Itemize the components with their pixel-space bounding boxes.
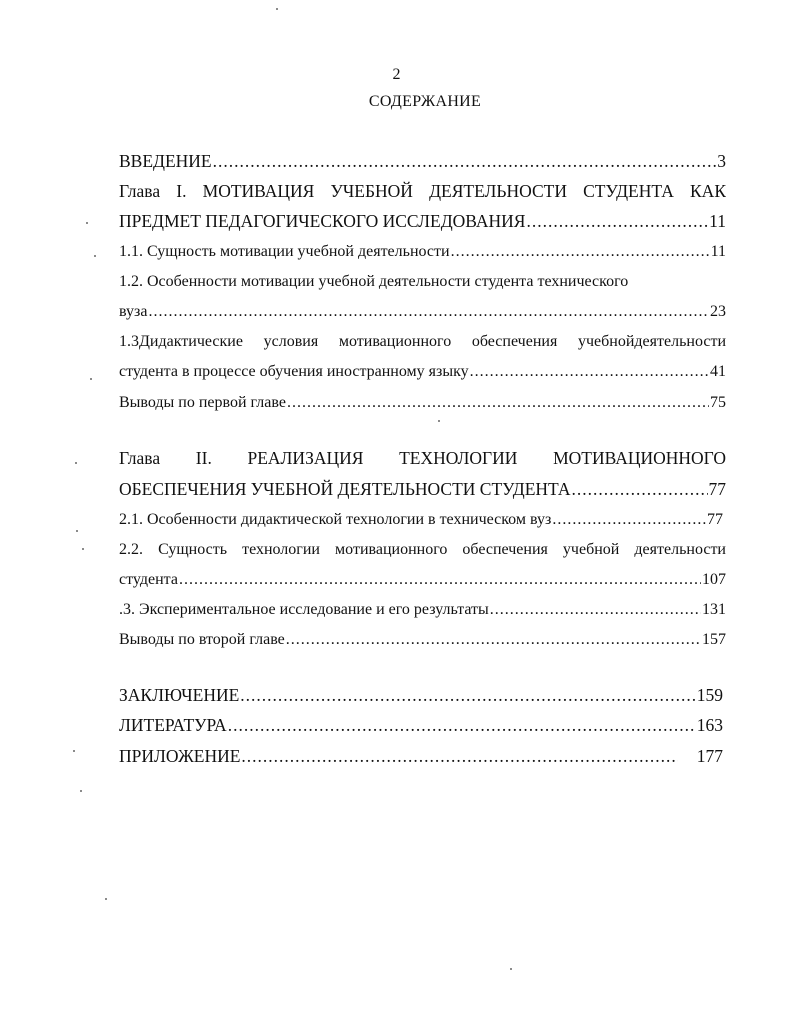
toc-entry-page: 3 [717,151,726,171]
toc-entry-title: студента в процессе обучения иностранному языку [119,363,469,380]
scan-speck [82,548,84,550]
leader-dots [470,361,709,383]
scan-speck [276,8,278,10]
page-number: 2 [392,66,401,83]
leader-dots [148,301,709,323]
scan-speck [510,968,512,970]
toc-entry-title: Выводы по первой главе [119,394,286,411]
toc-entry-page: 11 [710,243,726,260]
leader-dots [490,599,701,621]
toc-entry-page: 107 [702,571,726,588]
leader-dots [179,569,701,591]
scan-speck [105,898,107,900]
toc-entry-title: 1.1. Сущность мотивации учебной деятельности [119,243,450,260]
toc-entry-2-2[interactable] [119,569,726,591]
toc-entry-page: 77 [707,511,723,528]
toc-chapter2-heading[interactable] [119,478,726,500]
scan-speck [86,222,88,224]
toc-entry-page: 157 [702,631,726,648]
toc-entry-chapter2-conclusions[interactable] [119,629,726,651]
toc-chapter1-heading[interactable] [119,210,726,232]
toc-entry-title: студента [119,571,178,588]
leader-dots [286,629,701,651]
toc-entry-title: ЗАКЛЮЧЕНИЕ [119,685,240,705]
toc-entry-appendix[interactable] [119,745,723,767]
scan-speck [90,378,92,380]
toc-entry-title: 2.1. Особенности дидактической технологии в техническом вуз [119,511,552,528]
toc-entry-1-2[interactable] [119,301,726,323]
scan-speck [94,255,96,257]
toc-entry-page: 131 [702,601,726,618]
toc-chapter2-heading-line1[interactable]: Глава II. РЕАЛИЗАЦИЯ ТЕХНОЛОГИИ МОТИВАЦИОННОГО [119,448,726,468]
toc-entry-1-3[interactable] [119,361,726,383]
toc-entry-page: 75 [710,394,726,411]
leader-dots [241,745,677,767]
scan-speck [438,420,440,422]
toc-entry-title: ОБЕСПЕЧЕНИЯ УЧЕБНОЙ ДЕЯТЕЛЬНОСТИ СТУДЕНТА [119,479,571,499]
toc-entry-1-3-line1[interactable]: 1.3Дидактические условия мотивационного обеспечения учебнойдеятельности [119,333,726,350]
toc-entry-page: 11 [709,211,726,231]
toc-entry-title: ЛИТЕРАТУРА [119,715,227,735]
toc-entry-title: ВВЕДЕНИЕ [119,151,212,171]
leader-dots [228,714,696,736]
toc-entry-title: ПРИЛОЖЕНИЕ [119,746,241,766]
toc-entry-page: 77 [708,479,726,499]
toc-entry-1-1[interactable] [119,241,726,263]
toc-entry-title: Выводы по второй главе [119,631,285,648]
toc-entry-title: .3. Экспериментальное исследование и его результаты [119,601,489,618]
toc-entry-page: 41 [710,363,726,380]
toc-entry-conclusion[interactable] [119,684,723,706]
leader-dots [552,509,706,531]
toc-entry-2-2-line1[interactable]: 2.2. Сущность технологии мотивационного обеспечения учебной деятельности [119,541,726,558]
scan-speck [73,750,75,752]
leader-dots [572,478,708,500]
toc-entry-1-2-line1[interactable]: 1.2. Особенности мотивации учебной деятельности студента технического [119,273,629,290]
toc-entry-page: 177 [696,746,723,766]
toc-entry-page: 163 [696,715,723,735]
toc-entry-introduction[interactable] [119,150,726,172]
toc-entry-page: 23 [710,303,726,320]
leader-dots [287,392,709,414]
scan-speck [80,790,82,792]
toc-entry-chapter1-conclusions[interactable] [119,392,726,414]
leader-dots [213,150,717,172]
toc-entry-title: вуза [119,303,148,320]
toc-chapter1-heading-line1[interactable]: Глава I. МОТИВАЦИЯ УЧЕБНОЙ ДЕЯТЕЛЬНОСТИ СТУДЕНТА КАК [119,181,726,201]
toc-entry-2-1[interactable] [119,509,723,531]
scan-speck [75,462,77,464]
toc-entry-literature[interactable] [119,714,723,736]
leader-dots [240,684,695,706]
scan-speck [76,530,78,532]
page-title: СОДЕРЖАНИЕ [368,93,482,110]
toc-entry-2-3[interactable] [119,599,726,621]
leader-dots [526,210,708,232]
toc-entry-page: 159 [696,685,723,705]
leader-dots [451,241,710,263]
toc-entry-title: ПРЕДМЕТ ПЕДАГОГИЧЕСКОГО ИССЛЕДОВАНИЯ [119,211,526,231]
